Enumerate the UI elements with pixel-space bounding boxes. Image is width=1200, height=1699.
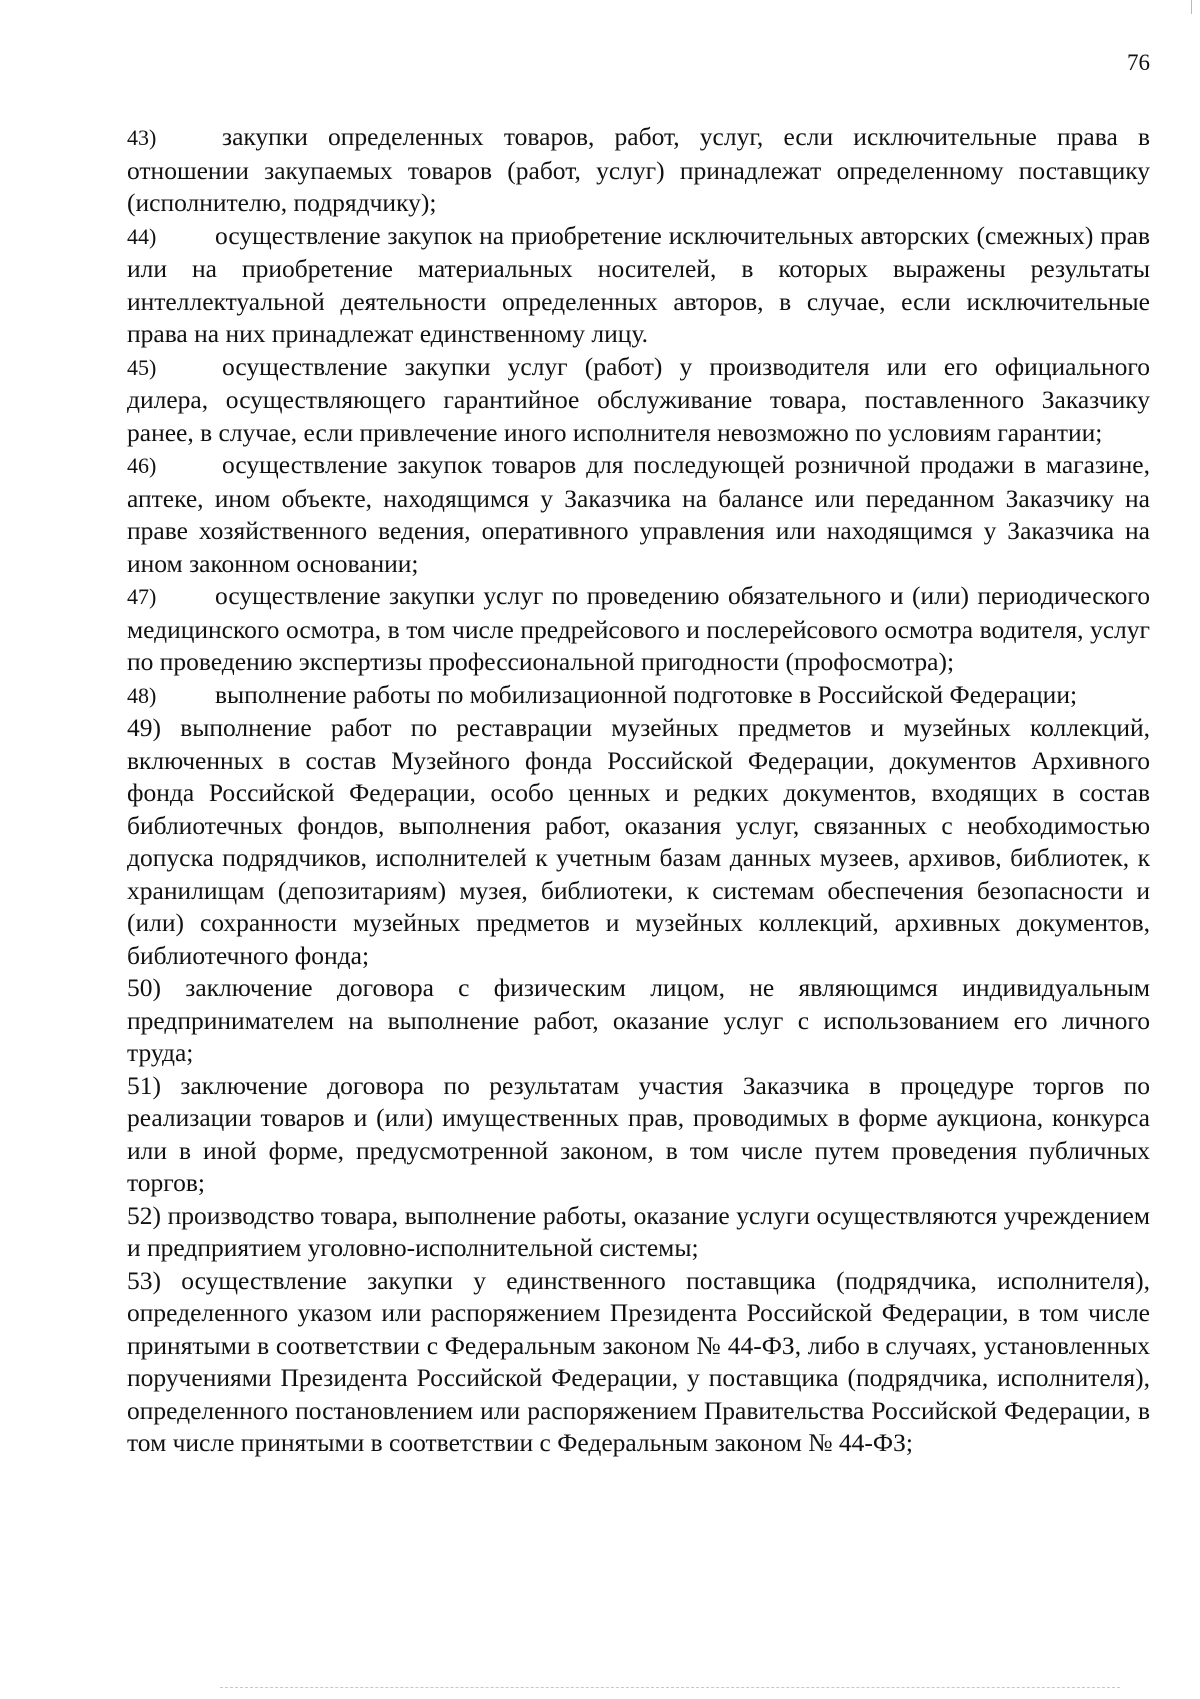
scan-corner-mark — [1191, 0, 1192, 14]
item-text: заключение договора с физическим лицом, не являющимся индивидуальным предпринимателем на выполнение работ, оказание услуг с использованием его личного труда; — [127, 973, 1150, 1067]
item-number: 45) — [127, 354, 157, 380]
item-text: закупки определенных товаров, работ, услуг, если исключительные права в отношении закупаемых товаров (работ, услуг) принадлежат определенному поставщику (исполнителю, подрядчику); — [127, 122, 1150, 217]
scan-edge-line — [220, 1687, 1120, 1689]
item-text: заключение договора по результатам участия Заказчика в процедуре торгов по реализации товаров и (или) имущественных прав, проводимых в форме аукциона, конкурса или в иной форме, предусмотренной законом, в том числе путем проведения публичных торгов; — [127, 1070, 1150, 1197]
item-text: осуществление закупок товаров для последующей розничной продажи в магазине, аптеке, ином объекте, находящимся у Заказчика на балансе или переданном Заказчику на праве хозяйственного ведения, оперативного управления или находящимся у Заказчика на ином законном основании; — [127, 450, 1150, 578]
item-text: осуществление закупки у единственного поставщика (подрядчика, исполнителя), определенного указом или распоряжением Президента Российской Федерации, в том числе принятыми в соответствии с Федеральным законом № 44-ФЗ, либо в случаях, установленных поручениями Президента Российской Федерации, у поставщика (подрядчика, исполнителя), определенного постановлением или распоряжением Правительства Российской Федерации, в том числе принятыми в соответствии с Федеральным законом № 44-ФЗ; — [127, 1265, 1151, 1457]
list-item-48 — [127, 679, 1150, 713]
list-item-49 — [127, 712, 1150, 972]
list-item-43 — [127, 121, 1150, 220]
item-text: осуществление закупки услуг по проведению обязательного и (или) периодического медицинского осмотра, в том числе предрейсового и послерейсового осмотра водителя, услуг по проведению экспертизы профессиональной пригодности (профосмотра); — [127, 581, 1150, 676]
item-text: выполнение работы по мобилизационной подготовке в Российской Федерации; — [215, 679, 1078, 709]
item-number: 51) — [127, 1070, 161, 1100]
item-number: 48) — [127, 682, 157, 708]
item-number: 49) — [127, 713, 161, 742]
list-item-51 — [127, 1070, 1150, 1200]
item-text: производство товара, выполнение работы, оказание услуги осуществляются учреждением и предприятием уголовно-исполнительной системы; — [127, 1200, 1151, 1262]
list-item-53 — [127, 1265, 1150, 1460]
page-number: 76 — [1127, 50, 1150, 75]
document-body — [127, 121, 1150, 1460]
item-number: 50) — [127, 973, 161, 1002]
list-item-50 — [127, 972, 1150, 1070]
item-number: 52) — [127, 1200, 161, 1230]
item-text: осуществление закупок на приобретение исключительных авторских (смежных) прав или на приобретение материальных носителей, в которых выражены результаты интеллектуальной деятельности определенных авторов, в случае, если исключительные права на них принадлежат единственному лицу. — [127, 220, 1150, 348]
item-number: 47) — [127, 584, 157, 609]
item-text: осуществление закупки услуг (работ) у производителя или его официального дилера, осуществляющего гарантийное обслуживание товара, поставленного Заказчику ранее, в случае, если привлечение иного исполнителя невозможно по условиям гарантии; — [127, 351, 1150, 447]
item-text: выполнение работ по реставрации музейных предметов и музейных коллекций, включенных в состав Музейного фонда Российской Федерации, документов Архивного фонда Российской Федерации, особо ценных и редких документов, входящих в состав библиотечных фондов, выполнения работ, оказания услуг, связанных с необходимостью допуска подрядчиков, исполнителей к учетным базам данных музеев, архивов, библиотек, к хранилищам (депозитариям) музея, библиотеки, к системам обеспечения безопасности и (или) сохранности музейных предметов и музейных коллекций, архивных документов, библиотечного фонда; — [127, 713, 1150, 970]
list-item-46 — [127, 449, 1150, 580]
list-item-47 — [127, 580, 1150, 679]
list-item-52 — [127, 1200, 1150, 1265]
item-number: 53) — [127, 1265, 161, 1295]
item-number: 44) — [127, 223, 157, 249]
item-number: 43) — [127, 125, 157, 150]
item-number: 46) — [127, 453, 157, 478]
list-item-45 — [127, 351, 1150, 450]
list-item-44 — [127, 220, 1150, 351]
